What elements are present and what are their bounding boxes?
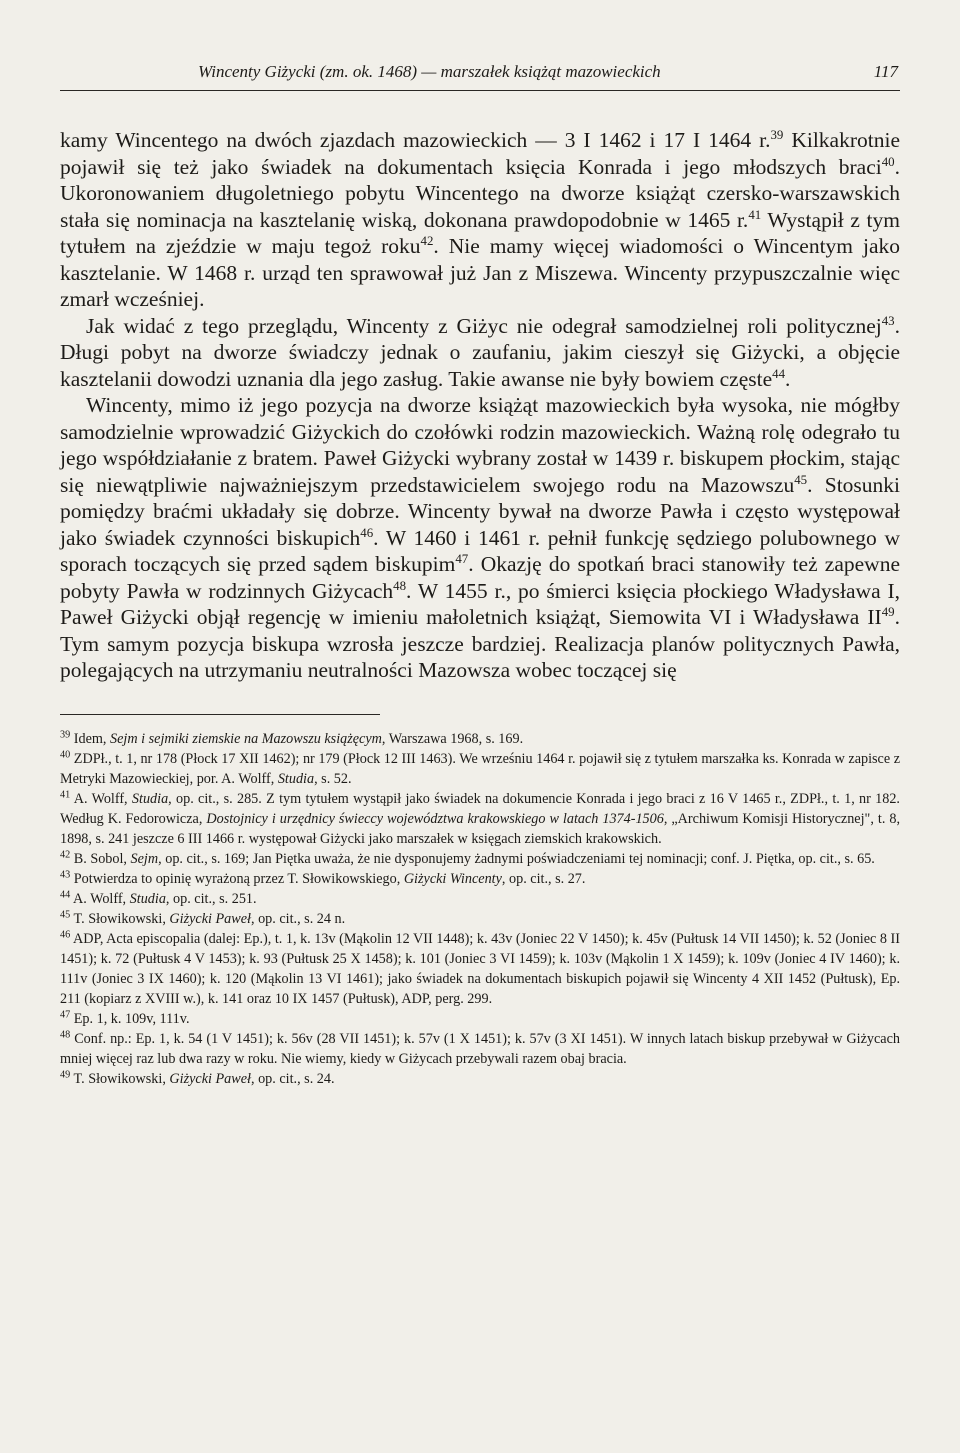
footnote-ref[interactable]: 42 xyxy=(420,233,434,248)
page xyxy=(60,62,900,1089)
italic-title: Studia xyxy=(131,790,169,807)
text-run: . Tym samym pozycja biskupa wzrosła jeszcze bardziej. Realizacja planów politycznych Pawła, polegających na utrzymaniu neutralności Mazowsza wobec toczącej się xyxy=(60,605,900,682)
footnote xyxy=(60,789,900,849)
body-text xyxy=(60,127,900,684)
footnote-ref[interactable]: 46 xyxy=(360,525,374,540)
text-run: Wystąpił z tym tytułem na zjeździe w maju tegoż roku xyxy=(60,207,900,258)
text-run: . Okazję do spotkań braci stanowiły też zapewne pobyty Pawła w rodzinnych Giżycach xyxy=(60,552,900,603)
footnote xyxy=(60,849,900,869)
paragraph xyxy=(60,313,900,393)
text-run: ZDPł., t. 1, nr 178 (Płock 17 XII 1462); nr 179 (Płock 12 III 1463). We wrześniu 1464 r. pojawił się z tytułem marszałka ks. Konrada w zapisce z Metryki Mazowieckiej, por. A. Wolff, xyxy=(60,750,901,787)
text-run: . Stosunki pomiędzy braćmi układały się dobrze. Wincenty bywał na dworze Pawła i często występował jako świadek czynności biskupich xyxy=(60,472,901,550)
footnote-number: 43 xyxy=(60,868,71,880)
footnote xyxy=(60,909,900,929)
running-head-title: Wincenty Giżycki (zm. ok. 1468) — marszałek książąt mazowieckich xyxy=(198,62,661,81)
footnote xyxy=(60,869,900,889)
text-run: Idem, xyxy=(73,730,111,747)
italic-title: Sejm i sejmiki ziemskie na Mazowszu książęcym xyxy=(110,730,382,747)
italic-title: Giżycki Paweł xyxy=(169,1070,251,1087)
footnote-number: 44 xyxy=(60,888,71,900)
text-run: . Nie mamy więcej wiadomości o Wincentym jako kasztelanie. W 1468 r. urząd ten sprawował już Jan z Miszewa. Wincenty przypuszczalnie więc zmarł wcześniej. xyxy=(60,234,900,311)
page-number: 117 xyxy=(873,62,898,81)
text-run: Potwierdza to opinię wyrażoną przez T. Słowikowskiego, xyxy=(73,870,404,887)
paragraph xyxy=(60,392,900,684)
text-run: , op. cit., s. 24. xyxy=(250,1070,335,1087)
footnote-ref[interactable]: 39 xyxy=(770,127,784,142)
text-run: . Ukoronowaniem długoletniego pobytu Wincentego na dworze książąt czersko-warszawskich stała się nominacja na kasztelanię wiską, dokonana prawdopodobnie w 1465 r. xyxy=(60,154,900,232)
footnote xyxy=(60,889,900,909)
text-run: A. Wolff, xyxy=(73,790,132,807)
text-run: kamy Wincentego na dwóch zjazdach mazowieckich — 3 I 1462 i 17 I 1464 r. xyxy=(60,128,771,152)
text-run: , op. cit., s. 251. xyxy=(165,890,257,907)
footnote xyxy=(60,1009,900,1029)
footnote-ref[interactable]: 40 xyxy=(881,154,895,169)
text-run: Kilkakrotnie pojawił się też jako świadek na dokumentach księcia Konrada i jego młodszych braci xyxy=(60,128,900,179)
footnote-number: 39 xyxy=(60,728,71,740)
footnote-number: 40 xyxy=(60,748,71,760)
text-run: . Długi pobyt na dworze świadczy jednak o zaufaniu, jakim cieszył się Giżycki, a objęcie kasztelanii dowodzi uznania dla jego zasług. Takie awanse nie były bowiem częste xyxy=(60,313,900,391)
footnote xyxy=(60,1029,900,1069)
paragraph xyxy=(60,127,900,313)
text-run: , op. cit., s. 24 n. xyxy=(250,910,346,927)
running-head xyxy=(60,62,900,91)
footnote-ref[interactable]: 49 xyxy=(881,604,895,619)
italic-title: Dostojnicy i urzędnicy świeccy województwa krakowskiego w latach 1374-1506 xyxy=(206,810,664,827)
footnote-number: 45 xyxy=(60,908,71,920)
footnote xyxy=(60,749,900,789)
italic-title: Giżycki Paweł xyxy=(169,910,251,927)
footnote-number: 48 xyxy=(60,1028,71,1040)
text-run: Ep. 1, k. 109v, 111v. xyxy=(73,1010,190,1027)
text-run: . W 1460 i 1461 r. pełnił funkcję sędziego polubownego w sporach toczących się przed sądem biskupim xyxy=(60,525,900,576)
text-run: . W 1455 r., po śmierci księcia płockiego Władysława I, Paweł Giżycki objął regencję w imieniu małoletnich książąt, Siemowita VI i Władysława II xyxy=(60,578,901,629)
italic-title: Studia xyxy=(129,890,166,907)
text-run: A. Wolff, xyxy=(72,890,130,907)
footnote-ref[interactable]: 41 xyxy=(748,207,762,222)
text-run: , op. cit., s. 169; Jan Piętka uważa, że nie dysponujemy żadnymi poświadczeniami tej nominacji; conf. J. Piętka, op. cit., s. 65. xyxy=(158,850,875,867)
text-run: , op. cit., s. 285. Z tym tytułem wystąpił jako świadek na dokumencie Konrada i jego braci z 16 V 1465 r., ZDPł., t. 1, nr 182. Według K. Fedorowicza, xyxy=(60,790,900,827)
footnote-number: 49 xyxy=(60,1068,71,1080)
footnotes xyxy=(60,729,900,1089)
italic-title: Studia xyxy=(277,770,315,787)
footnote-ref[interactable]: 47 xyxy=(455,551,469,566)
footnote-ref[interactable]: 43 xyxy=(881,313,895,328)
text-run: , Warszawa 1968, s. 169. xyxy=(381,730,524,747)
footnote-ref[interactable]: 44 xyxy=(772,366,786,381)
text-run: Wincenty, mimo iż jego pozycja na dworze książąt mazowieckich była wysoka, nie mógłby samodzielnie wprowadzić Giżyckich do czołówki rodzin mazowieckich. Ważną rolę odegrało tu jego współdziałanie z bratem. Paweł Giżycki wybrany został w 1439 r. biskupem płockim, stając się niewątpliwie najważniejszym przedstawicielem swojego rodu na Mazowszu xyxy=(60,393,900,497)
text-run: T. Słowikowski, xyxy=(73,910,170,927)
footnote xyxy=(60,1069,900,1089)
footnote-ref[interactable]: 48 xyxy=(393,578,407,593)
footnote-number: 42 xyxy=(60,848,71,860)
text-run: Conf. np.: Ep. 1, k. 54 (1 V 1451); k. 56v (28 VII 1451); k. 57v (1 X 1451); k. 57v (3 XI 1451). W innych latach biskup przebywał w Giżycach mniej więcej raz lub dwa razy w roku. Nie wiemy, kiedy w Giżycach przebywali razem obaj bracia. xyxy=(60,1030,900,1067)
text-run: . xyxy=(785,366,791,391)
footnote-number: 46 xyxy=(60,928,71,940)
italic-title: Giżycki Wincenty xyxy=(403,870,502,887)
text-run: B. Sobol, xyxy=(73,850,131,867)
footnote-number: 41 xyxy=(60,788,71,800)
text-run: T. Słowikowski, xyxy=(73,1070,170,1087)
footnote xyxy=(60,729,900,749)
text-run: Jak widać z tego przeglądu, Wincenty z Giżyc nie odegrał samodzielnej roli politycznej xyxy=(86,313,882,338)
footnote-separator xyxy=(60,714,380,715)
text-run: , s. 52. xyxy=(314,770,352,787)
footnote-ref[interactable]: 45 xyxy=(794,472,808,487)
italic-title: Sejm xyxy=(130,850,159,867)
footnote xyxy=(60,929,900,1009)
text-run: , op. cit., s. 27. xyxy=(501,870,586,887)
text-run: , „Archiwum Komisji Historycznej", t. 8, 1898, s. 241 jeszcze 6 III 1466 r. występował Giżycki jako marszałek w księgach ziemskich krakowskich. xyxy=(60,810,900,847)
text-run: ADP, Acta episcopalia (dalej: Ep.), t. 1, k. 13v (Mąkolin 12 VII 1448); k. 43v (Joniec 22 V 1450); k. 45v (Pułtusk 14 VII 1450); k. 52 (Joniec 8 II 1451); k. 72 (Pułtusk 4 V 1453); k. 93 (Pułtusk 25 X 1458); k. 101 (Joniec 3 VI 1459); k. 103v (Mąkolin 1 X 1459); k. 109v (Joniec 4 IV 1460); k. 111v (Joniec 3 IX 1460); k. 120 (Mąkolin 13 VI 1461); jako świadek na dokumentach biskupich pojawił się Wincenty 4 XII 1452 (Pułtusk), Ep. 211 (kopiarz z XVIII w.), k. 141 oraz 10 IX 1457 (Pułtusk), ADP, perg. 299. xyxy=(60,930,901,1007)
footnote-number: 47 xyxy=(60,1008,71,1020)
